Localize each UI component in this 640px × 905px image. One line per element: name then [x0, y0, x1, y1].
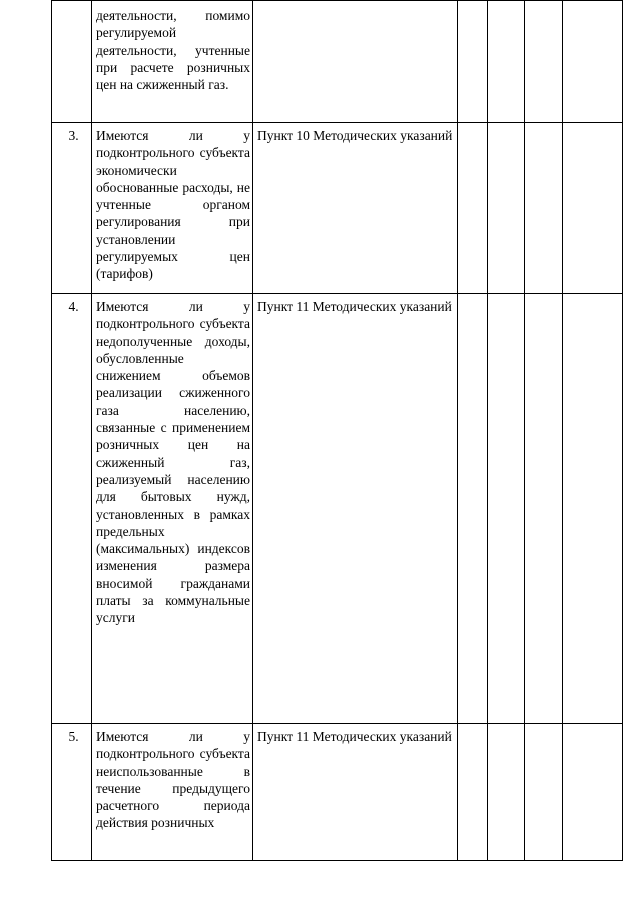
answer-no-cell [488, 1, 525, 123]
answer-no-cell [488, 724, 525, 861]
question-cell: Имеются ли у подконтрольного субъекта неиспользованные в течение предыдущего расчетного периода действия розничных [92, 724, 253, 861]
checklist-table [51, 0, 623, 861]
answer-na-cell [525, 294, 563, 724]
table-row [52, 123, 623, 294]
question-cell: деятельности, помимо регулируемой деятельности, учтенные при расчете розничных цен на сжиженный газ. [92, 1, 253, 123]
answer-yes-cell [458, 123, 488, 294]
note-cell [563, 123, 623, 294]
row-number-cell: 4. [52, 294, 92, 724]
note-cell [563, 294, 623, 724]
answer-na-cell [525, 1, 563, 123]
question-cell: Имеются ли у подконтрольного субъекта недополученные доходы, обусловленные снижением объемов реализации сжиженного газа населению, связанные с применением розничных цен на сжиженный газ, реализуемый населению для бытовых нужд, установленных в рамках предельных (максимальных) индексов изменения размера вносимой гражданами платы за коммунальные услуги [92, 294, 253, 724]
answer-na-cell [525, 724, 563, 861]
row-number-cell: 3. [52, 123, 92, 294]
reference-cell [253, 1, 458, 123]
row-number-cell [52, 1, 92, 123]
table-row [52, 294, 623, 724]
answer-yes-cell [458, 724, 488, 861]
reference-cell: Пункт 11 Методических указаний [253, 294, 458, 724]
note-cell [563, 724, 623, 861]
table-row [52, 1, 623, 123]
answer-no-cell [488, 123, 525, 294]
row-number-cell: 5. [52, 724, 92, 861]
note-cell [563, 1, 623, 123]
answer-yes-cell [458, 1, 488, 123]
answer-na-cell [525, 123, 563, 294]
question-cell: Имеются ли у подконтрольного субъекта экономически обоснованные расходы, не учтенные органом регулирования при установлении регулируемых цен (тарифов) [92, 123, 253, 294]
reference-cell: Пункт 11 Методических указаний [253, 724, 458, 861]
reference-cell: Пункт 10 Методических указаний [253, 123, 458, 294]
table-row [52, 724, 623, 861]
answer-no-cell [488, 294, 525, 724]
answer-yes-cell [458, 294, 488, 724]
